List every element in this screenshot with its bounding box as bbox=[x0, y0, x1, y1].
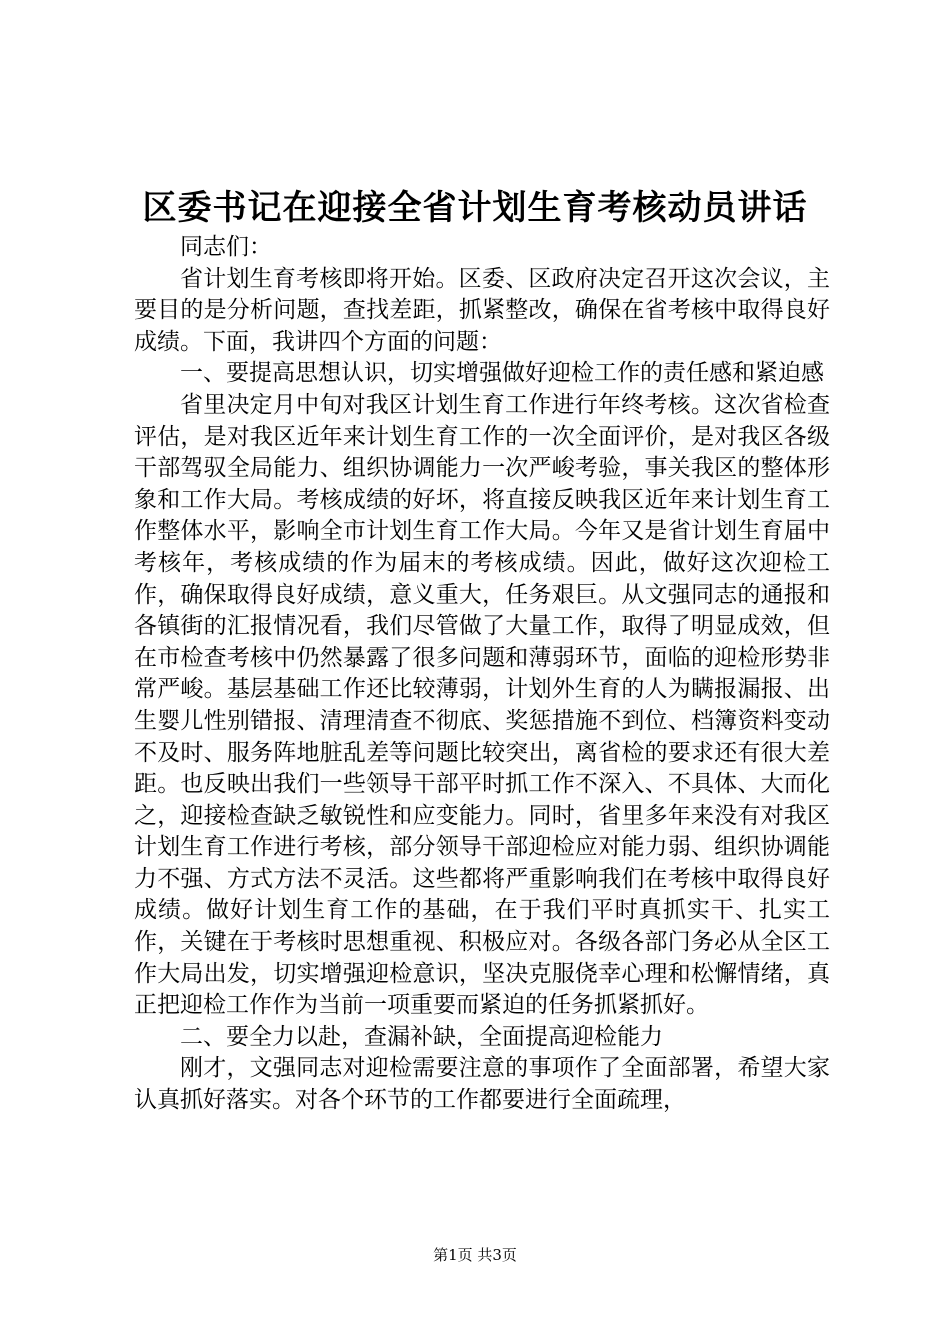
section-heading-2: 二、要全力以赴，查漏补缺，全面提高迎检能力 bbox=[180, 1023, 663, 1050]
document-title: 区委书记在迎接全省计划生育考核动员讲话 bbox=[142, 188, 808, 228]
section-1-paragraph: 省里决定月中旬对我区计划生育工作进行年终考核。这次省检查评估，是对我区近年来计划生育工作的一次全面评价，是对我区各级干部驾驭全局能力、组织协调能力一次严峻考验，事关我区的整体形象和工作大局。考核成绩的好坏，将直接反映我区近年来计划生育工作整体水平，影响全市计划生育工作大局。今年又是省计划生育届中考核年，考核成绩的作为届末的考核成绩。因此，做好这次迎检工作，确保取得良好成绩，意义重大，任务艰巨。从文强同志的通报和各镇街的汇报情况看，我们尽管做了大量工作，取得了明显成效，但在市检查考核中仍然暴露了很多问题和薄弱环节，面临的迎检形势非常严峻。基层基础工作还比较薄弱，计划外生育的人为瞒报漏报、出生婴儿性别错报、清理清查不彻底、奖惩措施不到位、档簿资料变动不及时、服务阵地脏乱差等问题比较突出，离省检的要求还有很大差距。也反映出我们一些领导干部平时抓工作不深入、不具体、大而化之，迎接检查缺乏敏锐性和应变能力。同时，省里多年来没有对我区计划生育工作进行考核，部分领导干部迎检应对能力弱、组织协调能力不强、方式方法不灵活。这些都将严重影响我们在考核中取得良好成绩。做好计划生育工作的基础，在于我们平时真抓实干、扎实工作，关键在于考核时思想重视、积极应对。各级各部门务必从全区工作大局出发，切实增强迎检意识，坚决克服侥幸心理和松懈情绪，真正把迎检工作作为当前一项重要而紧迫的任务抓紧抓好。 bbox=[134, 391, 830, 1019]
page-footer: 第1页 共3页 bbox=[433, 1246, 517, 1264]
salutation: 同志们： bbox=[180, 234, 272, 260]
section-heading-1: 一、要提高思想认识，切实增强做好迎检工作的责任感和紧迫感 bbox=[180, 360, 824, 387]
intro-paragraph: 省计划生育考核即将开始。区委、区政府决定召开这次会议，主要目的是分析问题，查找差距，抓紧整改，确保在省考核中取得良好成绩。下面，我讲四个方面的问题： bbox=[134, 265, 830, 355]
document-body bbox=[134, 232, 830, 1117]
section-2-paragraph: 刚才，文强同志对迎检需要注意的事项作了全面部署，希望大家认真抓好落实。对各个环节的工作都要进行全面疏理， bbox=[134, 1055, 830, 1114]
